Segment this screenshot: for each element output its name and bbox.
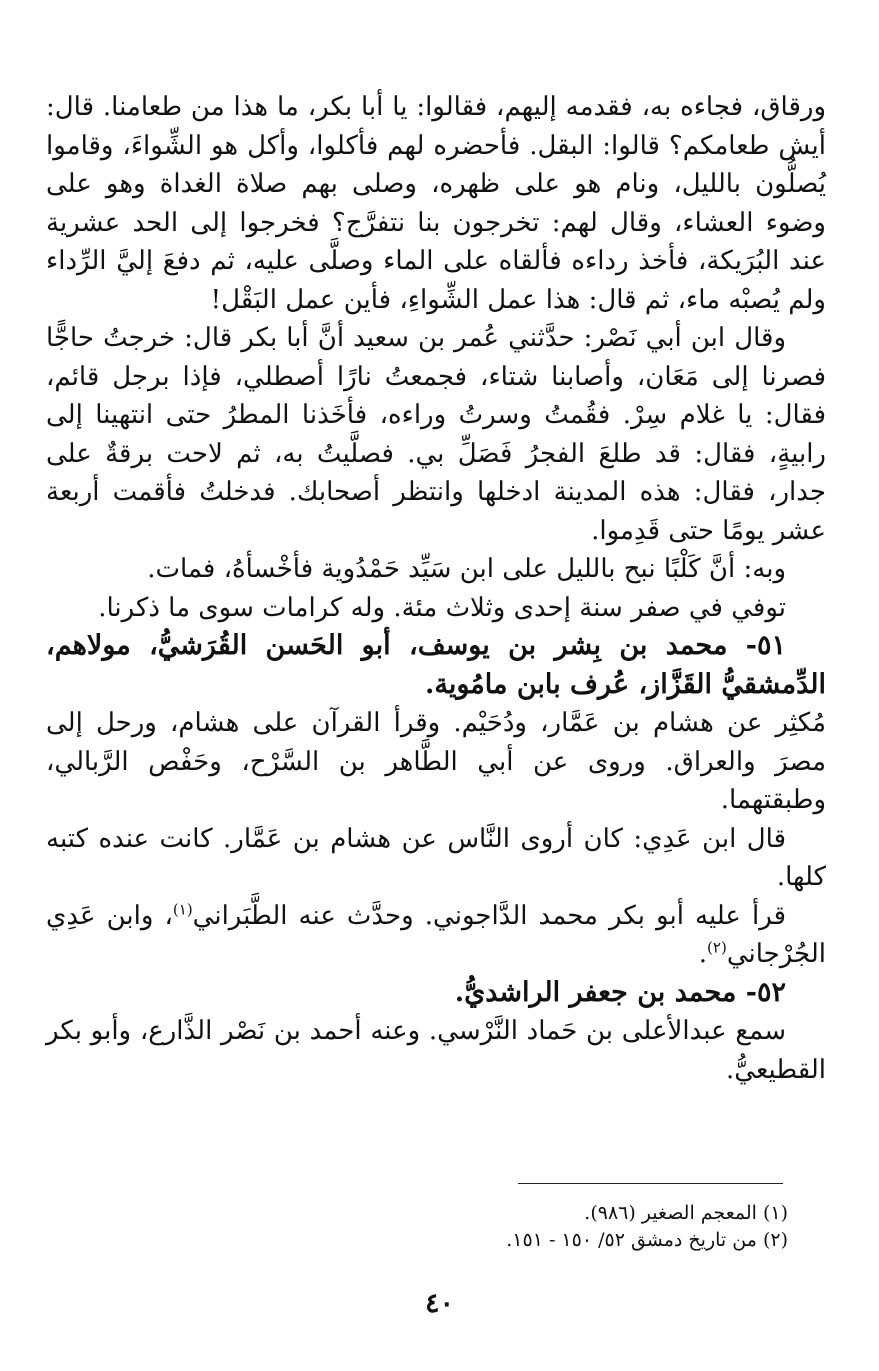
paragraph: قال ابن عَدِي: كان أروى النَّاس عن هشام بن عَمَّار. كانت عنده كتبه كلها.: [46, 823, 826, 892]
paragraph: وقال ابن أبي نَصْر: حدَّثني عُمر بن سعيد أنَّ أبا بكر قال: خرجتُ حاجًّا فصرنا إلى مَعَان، وأصابنا شتاء، فجمعتُ نارًا أصطلي، فإذا برجل قائم، فقال: يا غلام سِرْ. فقُمتُ وسرتُ وراءه، فأخَذنا المطرُ حتى انتهينا إلى رابيةٍ، فقال: قد طلعَ الفجرُ فَصَلِّ بي. فصلَّيتُ به، ثم لاحت برقةٌ على جدار، فقال: هذه المدينة ادخلها وانتظر أصحابك. فدخلتُ فأقمت أربعة عشر يومًا حتى قَدِموا.: [46, 323, 826, 546]
entry-heading: ٥٢- محمد بن جعفر الراشديُّ.: [454, 976, 786, 1008]
footnote-1: (١) المعجم الصغير (٩٨٦).: [584, 1202, 788, 1224]
entry-heading: ٥١- محمد بن بِشر بن يوسف، أبو الحَسن القُرَشيُّ، مولاهم، الدِّمشقيُّ القَزَّاز، عُرف بابن مامُوية.: [46, 630, 826, 700]
paragraph-text: ، وابن عَدِي الجُرْجاني: [46, 900, 826, 969]
footnote-2: (٢) من تاريخ دمشق ٥٢/ ١٥٠ - ١٥١.: [506, 1229, 788, 1251]
footnote-divider: [518, 1183, 783, 1184]
paragraph-text: .: [698, 939, 708, 969]
footnote-ref-1[interactable]: (١): [172, 899, 193, 918]
paragraph-text: قرأ عليه أبو بكر محمد الدَّاجوني. وحدَّث عنه الطَّبَراني: [192, 900, 787, 931]
paragraph: وبه: أنَّ كَلْبًا نبح بالليل على ابن سَيِّد حَمْدُوية فأخْسأهُ، فمات.: [147, 554, 786, 584]
paragraph: مُكثِر عن هشام بن عَمَّار، ودُحَيْم. وقرأ القرآن على هشام، ورحل إلى مصرَ والعراق. وروى عن أبي الطَّاهر بن السَّرْح، وحَفْص الرَّبالي، وطبقتهما.: [46, 708, 826, 815]
footnote-ref-2[interactable]: (٢): [707, 938, 727, 957]
paragraph: سمع عبدالأعلى بن حَماد النَّرْسي. وعنه أحمد بن نَصْر الذَّارع، وأبو بكر القطيعيُّ.: [46, 1016, 826, 1085]
paragraph: ورقاق، فجاءه به، فقدمه إليهم، فقالوا: يا أبا بكر، ما هذا من طعامنا. قال: أيش طعامكم؟ قالوا: البقل. فأحضره لهم فأكلوا، وأكل هو الشِّواءَ، وقاموا يُصلُّون بالليل، ونام هو على ظهره، وصلى بهم صلاة الغداة وهو على وضوء العشاء، وقال لهم: تخرجون بنا نتفرَّج؟ فخرجوا إلى الحد عشرية عند البُرَيكة، فأخذ رداءه فألقاه على الماء وصلَّى عليه، ثم دفعَ إليَّ الرِّداء ولم يُصبْه ماء، ثم قال: هذا عمل الشِّواءِ، فأين عمل البَقْل!: [46, 92, 826, 315]
page-number: ٤٠: [424, 1288, 454, 1319]
paragraph: [46, 897, 826, 974]
main-text: [46, 88, 826, 1089]
paragraph: توفي في صفر سنة إحدى وثلاث مئة. وله كرامات سوى ما ذكرنا.: [98, 592, 786, 623]
footnotes: [300, 1200, 788, 1254]
